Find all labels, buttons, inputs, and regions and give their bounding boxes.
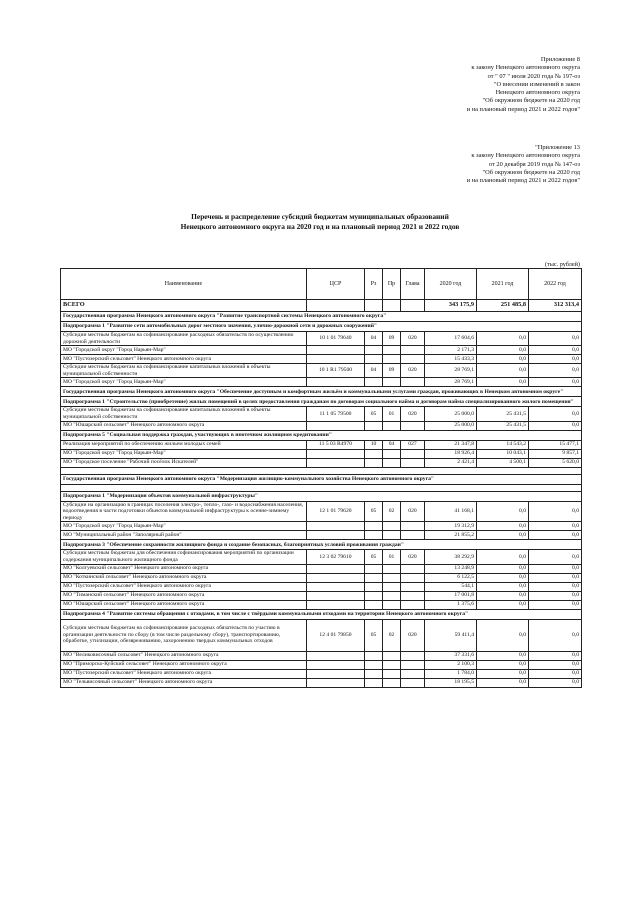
municipality-name: МО "Приморско-Куйский сельсовет" Ненецкого автономного округа	[61, 660, 307, 669]
total-2020: 343 175,9	[425, 300, 477, 312]
glava-cell	[401, 378, 425, 387]
value-2022: 0,0	[529, 564, 582, 573]
value-2020: 1 375,6	[425, 600, 477, 609]
spacer-row	[61, 484, 582, 491]
pr-cell	[383, 591, 401, 600]
value-2022: 5 620,0	[529, 458, 582, 467]
subsidy-name: Субсидии местным бюджетам на софинансирование расходных обязательств по участию в организации деятельности по сбору (в том числе раздельному сбору), транспортированию, обработке, утилизации, обезвреживанию, захоронению твердых коммунальных отходов	[61, 619, 307, 651]
municipality-name: МО "Городское поселение "Рабочий посёлок Искателей"	[61, 458, 307, 467]
rz-cell: 04	[365, 364, 383, 378]
glava-cell	[401, 449, 425, 458]
pr-cell: 09	[383, 364, 401, 378]
csr-cell	[307, 564, 365, 573]
col-name-header: Наименование	[61, 269, 307, 300]
value-2020: 28 769,1	[425, 378, 477, 387]
rz-cell	[365, 522, 383, 531]
municipality-name: МО "Пустозерский сельсовет" Ненецкого автономного округа	[61, 669, 307, 678]
header-line: "Приложение 13	[535, 144, 580, 151]
municipality-row	[61, 660, 582, 669]
value-2021: 4 500,1	[477, 458, 529, 467]
empty-cell	[365, 300, 383, 312]
value-2022: 0,0	[529, 378, 582, 387]
value-2020: 2 171,3	[425, 346, 477, 355]
value-2020: 1 784,0	[425, 669, 477, 678]
program-title: Подпрограмма 4 "Развитие системы обращения с отходами, в том числе с твёрдыми коммунальными отходами на территории Ненецкого автономного округа"	[61, 609, 582, 619]
pr-cell	[383, 458, 401, 467]
program-title: Подпрограмма 1 "Строительство (приобретение) жилых помещений в целях предоставления гражданам по договорам социального найма и договорам найма специализированного жилого помещения"	[61, 397, 582, 407]
total-row	[61, 300, 582, 312]
pr-cell	[383, 421, 401, 430]
municipality-row	[61, 564, 582, 573]
csr-cell	[307, 600, 365, 609]
value-2020: 59 411,4	[425, 619, 477, 651]
glava-cell	[401, 651, 425, 660]
header-line: и на плановый период 2021 и 2022 годов"	[466, 177, 580, 185]
value-2020: 18 195,5	[425, 678, 477, 687]
pr-cell	[383, 346, 401, 355]
program-row	[61, 430, 582, 440]
municipality-name: МО "Тиманский сельсовет" Ненецкого автономного округа	[61, 591, 307, 600]
value-2020: 25 000,0	[425, 407, 477, 421]
rz-cell: 05	[365, 501, 383, 522]
glava-cell	[401, 346, 425, 355]
empty-cell	[401, 300, 425, 312]
pr-cell: 01	[383, 550, 401, 564]
pr-cell	[383, 378, 401, 387]
municipality-name: МО "Городской округ "Город Нарьян-Мар"	[61, 378, 307, 387]
value-2020: 17 001,8	[425, 591, 477, 600]
pr-cell	[383, 678, 401, 687]
pr-cell	[383, 651, 401, 660]
municipality-row	[61, 346, 582, 355]
pr-cell	[383, 582, 401, 591]
value-2021: 0,0	[477, 564, 529, 573]
municipality-row	[61, 600, 582, 609]
rz-cell	[365, 531, 383, 540]
value-2022: 0,0	[529, 550, 582, 564]
value-2022: 0,0	[529, 573, 582, 582]
value-2022: 0,0	[529, 531, 582, 540]
value-2022: 0,0	[529, 660, 582, 669]
total-label: ВСЕГО	[61, 300, 307, 312]
program-title: Подпрограмма 1 "Развитие сети автомобильных дорог местного значения, улично-дорожной сети и дорожных сооружений"	[61, 322, 582, 332]
value-2021: 0,0	[477, 600, 529, 609]
value-2020: 15 433,3	[425, 355, 477, 364]
subsidy-name: Субсидии местным бюджетам на софинансирование капитальных вложений в объекты муниципальной собственности	[61, 407, 307, 421]
rz-cell	[365, 600, 383, 609]
value-2021: 0,0	[477, 501, 529, 522]
table-body	[61, 300, 582, 688]
municipality-row	[61, 669, 582, 678]
value-2020: 21 347,8	[425, 440, 477, 449]
rz-cell	[365, 458, 383, 467]
spacer-row	[61, 467, 582, 474]
header-line: Приложение 8	[540, 56, 580, 63]
value-2022: 0,0	[529, 600, 582, 609]
value-2022: 0,0	[529, 619, 582, 651]
program-title: Подпрограмма 3 "Обеспечение сохранности жилищного фонда и создание безопасных, благоприятных условий проживания граждан"	[61, 540, 582, 550]
glava-cell: 027	[401, 440, 425, 449]
header-line: "Об окружном бюджете на 2020 год	[482, 97, 580, 105]
value-2020: 18 926,4	[425, 449, 477, 458]
municipality-name: МО "Муниципальный район "Заполярный район"	[61, 531, 307, 540]
subsidy-row	[61, 550, 582, 564]
municipality-row	[61, 458, 582, 467]
municipality-name: МО "Коткинский сельсовет" Ненецкого автономного округа	[61, 573, 307, 582]
csr-cell	[307, 421, 365, 430]
total-2021: 251 485,8	[477, 300, 529, 312]
value-2021: 10 043,1	[477, 449, 529, 458]
municipality-row	[61, 449, 582, 458]
subsidy-row	[61, 619, 582, 651]
glava-cell	[401, 573, 425, 582]
csr-cell: 12 3 02 79610	[307, 550, 365, 564]
value-2020: 2 100,3	[425, 660, 477, 669]
title-line-2: Ненецкого автономного округа на 2020 год и на плановый период 2021 и 2022 годов	[180, 222, 460, 231]
value-2021: 0,0	[477, 531, 529, 540]
csr-cell: 10 1 01 79640	[307, 332, 365, 346]
glava-cell	[401, 421, 425, 430]
pr-cell	[383, 564, 401, 573]
glava-cell	[401, 669, 425, 678]
value-2020: 25 000,0	[425, 421, 477, 430]
value-2021: 14 543,2	[477, 440, 529, 449]
value-2021: 0,0	[477, 355, 529, 364]
value-2021: 0,0	[477, 346, 529, 355]
subsidy-row	[61, 407, 582, 421]
program-row	[61, 387, 582, 397]
glava-cell: 020	[401, 407, 425, 421]
glava-cell: 020	[401, 332, 425, 346]
subsidy-name: Субсидии местным бюджетам для обеспечения софинансирования мероприятий по организации содержания муниципального жилищного фонда	[61, 550, 307, 564]
subsidy-name: Реализация мероприятий по обеспечению жильем молодых семей	[61, 440, 307, 449]
spacer-cell	[61, 484, 582, 491]
csr-cell: 11 1 05 79500	[307, 407, 365, 421]
municipality-row	[61, 651, 582, 660]
rz-cell	[365, 669, 383, 678]
subsidy-row	[61, 440, 582, 449]
value-2020: 13 248,9	[425, 564, 477, 573]
glava-cell	[401, 678, 425, 687]
csr-cell	[307, 651, 365, 660]
csr-cell	[307, 531, 365, 540]
pr-cell	[383, 449, 401, 458]
csr-cell	[307, 582, 365, 591]
pr-cell	[383, 669, 401, 678]
col-csr-header: ЦСР	[307, 269, 365, 300]
glava-cell: 020	[401, 364, 425, 378]
municipality-row	[61, 678, 582, 687]
value-2021: 25 431,5	[477, 407, 529, 421]
csr-cell: 12 4 01 79850	[307, 619, 365, 651]
municipality-name: МО "Пустозерский сельсовет" Ненецкого автономного округа	[61, 582, 307, 591]
value-2020: 28 769,1	[425, 364, 477, 378]
csr-cell	[307, 591, 365, 600]
value-2021: 0,0	[477, 669, 529, 678]
value-2022: 0,0	[529, 582, 582, 591]
header-line: от 20 декабря 2019 года № 147-оз	[488, 160, 580, 168]
header-line: к закону Ненецкого автономного округа	[471, 152, 580, 160]
value-2021: 0,0	[477, 573, 529, 582]
rz-cell	[365, 591, 383, 600]
glava-cell	[401, 355, 425, 364]
col-pr-header: Пр	[383, 269, 401, 300]
municipality-row	[61, 591, 582, 600]
rz-cell: 05	[365, 550, 383, 564]
title-line-1: Перечень и распределение субсидий бюджетам муниципальных образований	[191, 212, 449, 221]
pr-cell: 09	[383, 332, 401, 346]
rz-cell	[365, 564, 383, 573]
rz-cell	[365, 660, 383, 669]
rz-cell	[365, 346, 383, 355]
pr-cell	[383, 355, 401, 364]
empty-cell	[383, 300, 401, 312]
rz-cell	[365, 421, 383, 430]
document-title	[60, 212, 580, 232]
header-line: "О внесении изменений в закон	[493, 80, 580, 88]
total-2022: 312 313,4	[529, 300, 582, 312]
units-label: (тыс. рублей)	[545, 261, 580, 268]
glava-cell	[401, 660, 425, 669]
value-2022: 0,0	[529, 651, 582, 660]
header-line: от " 07 " июля 2020 года № 197-оз	[487, 72, 580, 80]
col-2021-header: 2021 год	[477, 269, 529, 300]
value-2021: 0,0	[477, 522, 529, 531]
value-2020: 37 331,6	[425, 651, 477, 660]
value-2020: 6 122,5	[425, 573, 477, 582]
subsidy-row	[61, 501, 582, 522]
value-2021: 0,0	[477, 364, 529, 378]
header-line: и на плановый период 2021 и 2022 годов"	[466, 105, 580, 113]
spacer-cell	[61, 467, 582, 474]
pr-cell	[383, 573, 401, 582]
rz-cell	[365, 678, 383, 687]
rz-cell	[365, 573, 383, 582]
municipality-row	[61, 531, 582, 540]
municipality-row	[61, 355, 582, 364]
value-2020: 38 292,9	[425, 550, 477, 564]
value-2021: 25 431,5	[477, 421, 529, 430]
value-2022: 0,0	[529, 421, 582, 430]
csr-cell	[307, 449, 365, 458]
program-title: Подпрограмма 5 "Социальная поддержка граждан, участвующих в ипотечном жилищном кредитовании"	[61, 430, 582, 440]
value-2021: 0,0	[477, 678, 529, 687]
header-line: "Об окружном бюджете на 2020 год	[482, 168, 580, 176]
pr-cell: 04	[383, 440, 401, 449]
value-2021: 0,0	[477, 550, 529, 564]
pr-cell	[383, 600, 401, 609]
value-2021: 0,0	[477, 591, 529, 600]
subsidy-row	[61, 332, 582, 346]
rz-cell	[365, 651, 383, 660]
rz-cell	[365, 449, 383, 458]
previous-appendix-header	[467, 144, 580, 185]
value-2020: 19 312,9	[425, 522, 477, 531]
glava-cell	[401, 458, 425, 467]
subsidy-name: Субсидии местным бюджетам на софинансирование расходных обязательств по осуществлению дорожной деятельности	[61, 332, 307, 346]
municipality-row	[61, 573, 582, 582]
value-2021: 0,0	[477, 660, 529, 669]
value-2020: 544,1	[425, 582, 477, 591]
header-line: Ненецкого автономного округа	[495, 89, 580, 97]
value-2022: 0,0	[529, 346, 582, 355]
csr-cell	[307, 678, 365, 687]
glava-cell	[401, 522, 425, 531]
rz-cell	[365, 378, 383, 387]
rz-cell	[365, 355, 383, 364]
pr-cell	[383, 531, 401, 540]
empty-cell	[307, 300, 365, 312]
value-2020: 2 421,4	[425, 458, 477, 467]
value-2021: 0,0	[477, 582, 529, 591]
csr-cell: 12 1 01 79620	[307, 501, 365, 522]
value-2020: 21 855,2	[425, 531, 477, 540]
value-2021: 0,0	[477, 619, 529, 651]
csr-cell: 11 5 03 R4970	[307, 440, 365, 449]
subsidies-table	[60, 268, 582, 688]
value-2022: 0,0	[529, 364, 582, 378]
table-header-row	[61, 269, 582, 300]
municipality-name: МО "Великовисочный сельсовет" Ненецкого автономного округа	[61, 651, 307, 660]
col-2022-header: 2022 год	[529, 269, 582, 300]
value-2021: 0,0	[477, 378, 529, 387]
program-row	[61, 312, 582, 322]
municipality-name: МО "Юшарский сельсовет" Ненецкого автономного округа	[61, 421, 307, 430]
csr-cell	[307, 458, 365, 467]
col-rz-header: Рз	[365, 269, 383, 300]
municipality-row	[61, 522, 582, 531]
value-2022: 0,0	[529, 678, 582, 687]
value-2021: 0,0	[477, 332, 529, 346]
pr-cell: 02	[383, 501, 401, 522]
subsidy-row	[61, 364, 582, 378]
program-row	[61, 474, 582, 484]
glava-cell: 020	[401, 619, 425, 651]
value-2022: 9 857,1	[529, 449, 582, 458]
pr-cell: 02	[383, 619, 401, 651]
header-line: к закону Ненецкого автономного округа	[471, 64, 580, 72]
value-2020: 41 168,1	[425, 501, 477, 522]
value-2022: 0,0	[529, 407, 582, 421]
municipality-name: МО "Юшарский сельсовет" Ненецкого автономного округа	[61, 600, 307, 609]
program-row	[61, 491, 582, 501]
appendix-header	[467, 56, 580, 114]
program-title: Подпрограмма 1 "Модернизация объектов коммунальной инфраструктуры"	[61, 491, 582, 501]
col-glava-header: Глава	[401, 269, 425, 300]
value-2022: 0,0	[529, 501, 582, 522]
glava-cell	[401, 591, 425, 600]
value-2022: 15 477,1	[529, 440, 582, 449]
value-2022: 0,0	[529, 591, 582, 600]
csr-cell	[307, 522, 365, 531]
municipality-row	[61, 378, 582, 387]
municipality-row	[61, 582, 582, 591]
rz-cell: 04	[365, 332, 383, 346]
value-2020: 17 604,6	[425, 332, 477, 346]
value-2022: 0,0	[529, 332, 582, 346]
subsidy-name: Субсидии местным бюджетам на софинансирование капитальных вложений в объекты муниципальной собственности	[61, 364, 307, 378]
value-2021: 0,0	[477, 651, 529, 660]
pr-cell	[383, 660, 401, 669]
glava-cell	[401, 582, 425, 591]
municipality-row	[61, 421, 582, 430]
program-row	[61, 322, 582, 332]
subsidy-name: Субсидии на организацию в границах поселения электро-, тепло-, газо- и водоснабжения населения, водоотведения в части подготовки объектов коммунальной инфраструктуры к осенне-зимнему периоду	[61, 501, 307, 522]
glava-cell: 020	[401, 550, 425, 564]
pr-cell	[383, 522, 401, 531]
csr-cell	[307, 378, 365, 387]
program-title: Государственная программа Ненецкого автономного округа "Модернизация жилищно-коммунального хозяйства Ненецкого автономного округа"	[61, 474, 582, 484]
program-row	[61, 397, 582, 407]
csr-cell	[307, 660, 365, 669]
glava-cell: 020	[401, 501, 425, 522]
glava-cell	[401, 564, 425, 573]
value-2022: 0,0	[529, 355, 582, 364]
csr-cell	[307, 669, 365, 678]
csr-cell	[307, 573, 365, 582]
program-row	[61, 609, 582, 619]
value-2022: 0,0	[529, 669, 582, 678]
glava-cell	[401, 531, 425, 540]
glava-cell	[401, 600, 425, 609]
program-title: Государственная программа Ненецкого автономного округа "Развитие транспортной системы Ненецкого автономного округа"	[61, 312, 582, 322]
csr-cell: 10 1 R1 79500	[307, 364, 365, 378]
col-2020-header: 2020 год	[425, 269, 477, 300]
value-2022: 0,0	[529, 522, 582, 531]
municipality-name: МО "Колгуевский сельсовет" Ненецкого автономного округа	[61, 564, 307, 573]
municipality-name: МО "Городской округ "Город Нарьян-Мар"	[61, 522, 307, 531]
rz-cell	[365, 582, 383, 591]
rz-cell: 05	[365, 619, 383, 651]
municipality-name: МО "Пустозерский сельсовет" Ненецкого автономного округа	[61, 355, 307, 364]
program-row	[61, 540, 582, 550]
pr-cell: 01	[383, 407, 401, 421]
municipality-name: МО "Городской округ "Город Нарьян-Мар"	[61, 449, 307, 458]
csr-cell	[307, 346, 365, 355]
rz-cell: 05	[365, 407, 383, 421]
municipality-name: МО "Городской округ "Город Нарьян-Мар"	[61, 346, 307, 355]
csr-cell	[307, 355, 365, 364]
rz-cell: 10	[365, 440, 383, 449]
program-title: Государственная программа Ненецкого автономного округа "Обеспечение доступным и комфортным жильём и коммунальными услугами граждан, проживающих в Ненецком автономном округе"	[61, 387, 582, 397]
municipality-name: МО "Тельвисочный сельсовет" Ненецкого автономного округа	[61, 678, 307, 687]
